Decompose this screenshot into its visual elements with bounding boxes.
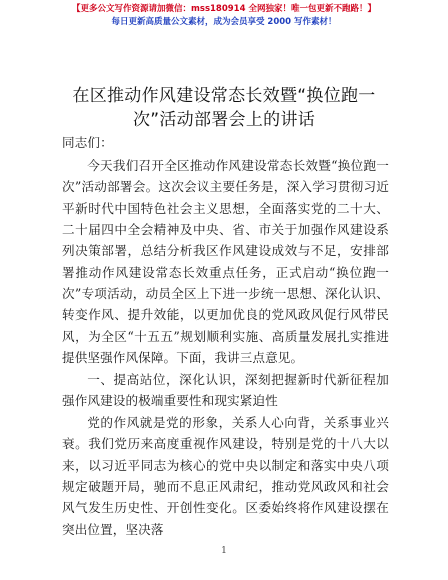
- document-title-line-2: 次”活动部署会上的讲话: [132, 110, 316, 130]
- promo-banner: [0, 3, 448, 29]
- document-title-line-1: 在区推动作风建设常态长效暨“换位跑一: [72, 86, 376, 106]
- document-title: [40, 84, 408, 132]
- body-paragraph-2: 党的作风就是党的形象，关系人心向背，关系事业兴衰。我们党历来高度重视作风建设，特别是党的十八大以来，以习近平同志为核心的党中央以制定和落实中央八项规定破题开局，驰而不息正风肃纪，推动党风政风和社会风气发生历史性、开创性变化。区委始终将作风建设摆在突出位置，坚决落: [62, 415, 389, 537]
- promo-banner-line-1: 【更多公文写作资源请加微信：mss180914 全网独家！唯一包更新不跑路！】: [72, 4, 376, 14]
- section-heading-1: 一、提高站位，深化认识，深刻把握新时代新征程加强作风建设的极端重要性和现实紧迫性: [62, 372, 389, 409]
- promo-banner-line-2: 每日更新高质量公文素材，成为会员享受 2000 写作素材！: [111, 17, 337, 27]
- body-paragraph-1: 今天我们召开全区推动作风建设常态长效暨“换位跑一次”活动部署会。这次会议主要任务是，深入学习贯彻习近平新时代中国特色社会主义思想，全面落实党的二十大、二十届四中全会精神及中央、省、市关于加强作风建设系列决策部署，总结分析我区作风建设成效与不足，安排部署推动作风建设常态长效重点任务，正式启动“换位跑一次”专项活动，动员全区上下进一步统一思想、深化认识、转变作风、提升效能，以更加优良的党风政风促行风带民风，为全区“十五五”规划顺利实施、高质量发展扎实推进提供坚强作风保障。下面，我讲三点意见。: [62, 158, 389, 366]
- page-number: 1: [221, 546, 227, 556]
- greeting: 同志们：: [62, 135, 113, 150]
